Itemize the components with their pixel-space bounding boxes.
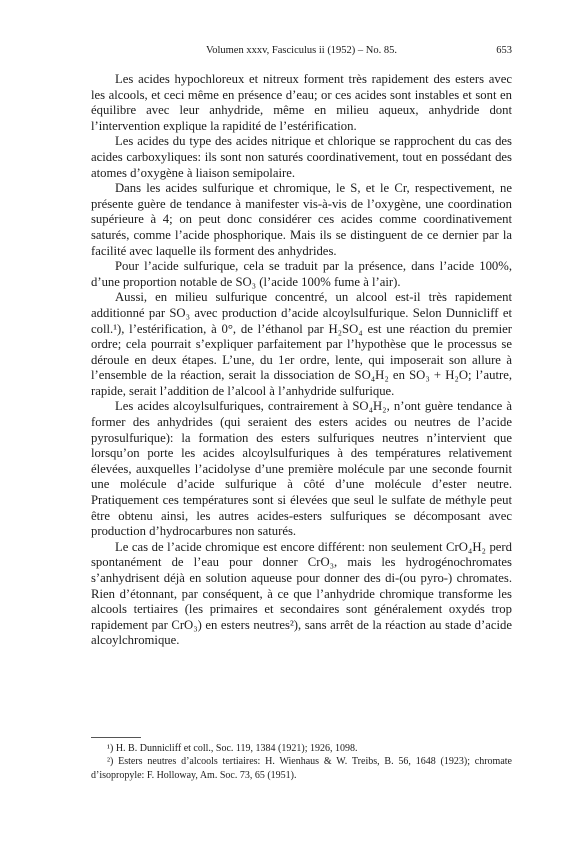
footnote-divider xyxy=(91,737,141,738)
paragraph-hypochloreux: Les acides hypochloreux et nitreux forment très rapidement des esters avec les alcools, et ceci même en présence d’eau; or ces acides sont instables et sont en équilibre avec leur anhydride, même en milieu aqueux, anhydride dont l’intervention explique la rapidité de l’estérification. xyxy=(91,72,512,133)
paragraph-acide-sulfurique: Pour l’acide sulfurique, cela se traduit par la présence, dans l’acide 100%, d’une proportion notable de SO₃ (l’acide 100% fume à l’air). xyxy=(91,259,512,289)
footnote-1: ¹) H. B. Dunnicliff et coll., Soc. 119, 1384 (1921); 1926, 1098. xyxy=(107,743,358,754)
footnote-2: ²) Esters neutres d’alcools tertiaires: H. Wienhaus & W. Treibs, B. 56, 1648 (1923); chromate d’isopropyle: F. Holloway, Am. Soc. 73, 65 (1951). xyxy=(91,756,512,781)
main-text xyxy=(91,72,512,649)
footnotes xyxy=(91,737,512,782)
paragraph-milieu-sulfurique: Aussi, en milieu sulfurique concentré, un alcool est-il très rapidement additionné par SO₃ avec production d’acide alcoylsulfurique. Selon Dunnicliff et coll.¹), l’estérification, à 0°, de l’éthanol par H₂SO₄ est une réaction du premier ordre; cela pourrait s’expliquer parfaitement par l’hypothèse que le processus se déroule en deux étapes. L’une, du 1er ordre, lente, qui imposerait son allure à l’ensemble de la réaction, serait la dissociation de SO₄H₂ en SO₃ + H₂O; l’autre, rapide, serait l’addition de l’alcool à l’anhydride sulfurique. xyxy=(91,290,512,398)
paragraph-alcoylsulfuriques: Les acides alcoylsulfuriques, contrairement à SO₄H₂, n’ont guère tendance à former des anhydrides (qui seraient des esters acides ou neutres de l’acide pyrosulfurique): la formation des esters sulfuriques neutres n’intervient que lorsqu’on porte les acides alcoylsulfuriques à des températures relativement élevées, auxquelles l’acidolyse d’une première molécule par une seconde fournit une molécule d’acide sulfurique à côté d’une molécule d’ester neutre. Pratiquement ces températures sont si élevées que seul le sulfate de méthyle peut être obtenu ainsi, les autres acides-esters sulfuriques se décomposant avec production d’hydrocarbures non saturés. xyxy=(91,399,512,539)
journal-header: Volumen xxxv, Fasciculus ii (1952) – No. 85. xyxy=(205,45,398,56)
running-header xyxy=(91,44,512,58)
paragraph-nitrique-chlorique: Les acides du type des acides nitrique et chlorique se rapprochent du cas des acides carboxyliques: ils sont non saturés coordinativement, tout en possédant des atomes d’oxygène à liaison semipolaire. xyxy=(91,134,512,180)
paragraph-sulfurique-chromique: Dans les acides sulfurique et chromique, le S, et le Cr, respectivement, ne présente guère de tendance à manifester vis-à-vis de l’oxygène, une coordination supérieure à 4; on peut donc considérer ces acides comme coordinativement saturés, comme l’acide phosphorique. Mais ils se distinguent de ce dernier par la facilité avec laquelle ils forment des anhydrides. xyxy=(91,181,512,258)
paragraph-acide-chromique: Le cas de l’acide chromique est encore différent: non seulement CrO₄H₂ perd spontanément de l’eau pour donner CrO₃, mais les hydrogénochromates s’anhydrisent déjà en solution aqueuse pour donner des di-(ou pyro-) chromates. Rien d’étonnant, par conséquent, à ce que l’anhydride chromique transforme les alcools tertiaires (les primaires et secondaires sont généralement oxydés trop rapidement par CrO₃) en esters neutres²), sans arrêt de la réaction au stade d’acide alcoylchromique. xyxy=(91,539,512,648)
page-number: 653 xyxy=(496,45,512,56)
